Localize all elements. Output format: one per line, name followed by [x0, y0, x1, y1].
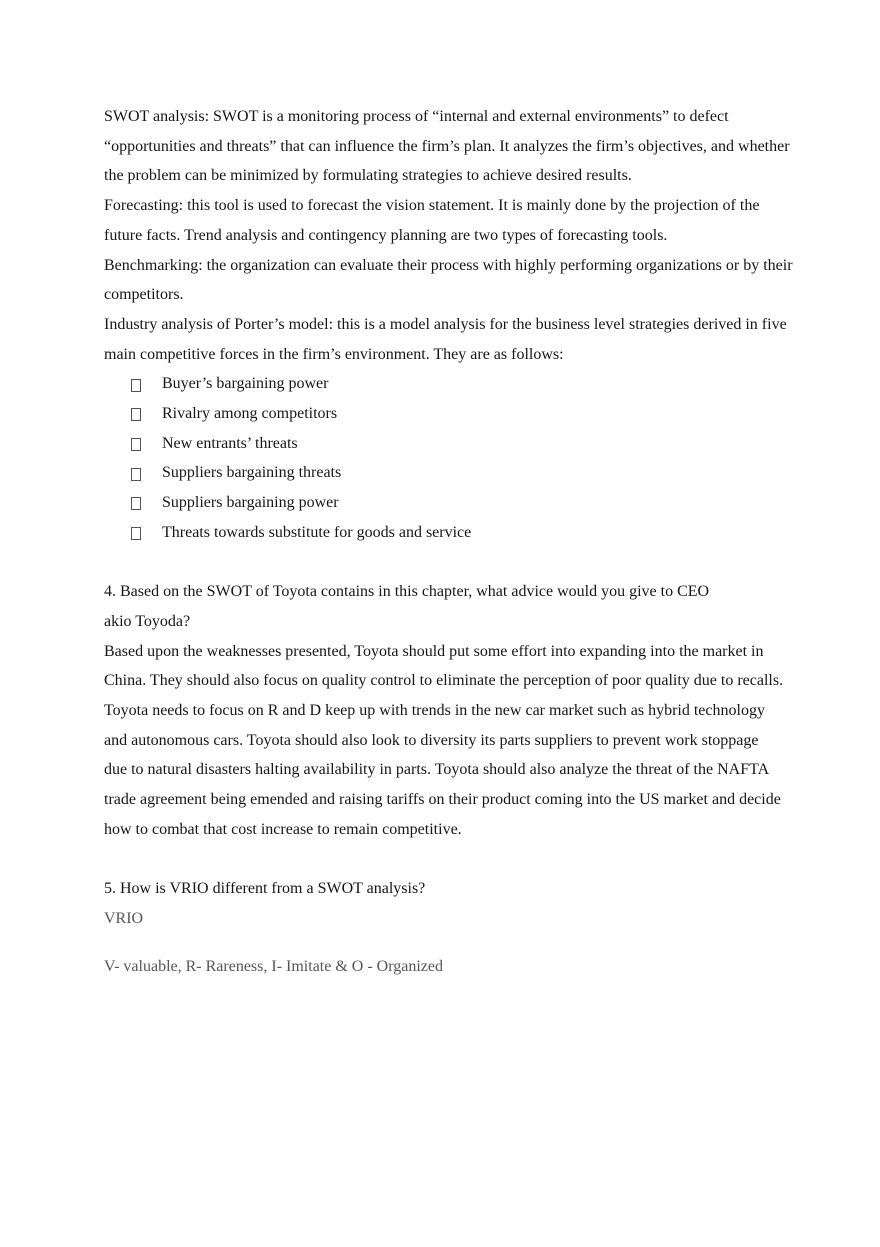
question-5: 5. How is VRIO different from a SWOT analysis?: [104, 880, 426, 898]
porter-forces-list: [104, 369, 794, 547]
list-item-text: Suppliers bargaining threats: [162, 464, 342, 482]
forecasting-paragraph: Forecasting: this tool is used to forecast the vision statement. It is mainly done by the projection of the future facts. Trend analysis and contingency planning are two types of forecasting tools.: [104, 197, 760, 244]
list-item: [104, 458, 794, 488]
list-item: [104, 429, 794, 459]
list-item: [104, 488, 794, 518]
bullet-box-icon: [131, 379, 141, 392]
list-item: [104, 399, 794, 429]
bullet-box-icon: [131, 438, 141, 451]
question-4: 4. Based on the SWOT of Toyota contains in this chapter, what advice would you give to CEO akio Toyoda?: [104, 583, 710, 630]
vrio-heading: VRIO: [104, 909, 144, 927]
list-item: [104, 369, 794, 399]
list-item: [104, 518, 794, 548]
spacer: [104, 845, 794, 875]
vrio-definition: V- valuable, R- Rareness, I- Imitate & O - Organized: [104, 957, 444, 975]
list-item-text: Rivalry among competitors: [162, 405, 338, 423]
bullet-box-icon: [131, 497, 141, 510]
answer-4: Based upon the weaknesses presented, Toyota should put some effort into expanding into the market in China. They should also focus on quality control to eliminate the perception of poor quality due to recalls. Toyota needs to focus on R and D keep up with trends in the new car market such as hybrid technology and autonomous cars. Toyota should also look to diversity its parts suppliers to prevent work stoppage due to natural disasters halting availability in parts. Toyota should also analyze the threat of the NAFTA trade agreement being emended and raising tariffs on their product coming into the US market and decide how to combat that cost increase to remain competitive.: [104, 642, 784, 838]
bullet-box-icon: [131, 527, 141, 540]
list-item-text: Threats towards substitute for goods and service: [162, 523, 472, 541]
list-item-text: New entrants’ threats: [162, 434, 298, 452]
porter-paragraph: Industry analysis of Porter’s model: this is a model analysis for the business level strategies derived in five main competitive forces in the firm’s environment. They are as follows:: [104, 315, 787, 363]
list-item-text: Buyer’s bargaining power: [162, 375, 329, 393]
list-item-text: Suppliers bargaining power: [162, 494, 339, 512]
spacer: [104, 548, 794, 578]
document-body: [104, 102, 794, 981]
bullet-box-icon: [131, 468, 141, 481]
swot-paragraph: SWOT analysis: SWOT is a monitoring process of “internal and external environments” to defect “opportunities and threats” that can influence the firm’s plan. It analyzes the firm’s objectives, and whether the problem can be minimized by formulating strategies to achieve desired results.: [104, 108, 790, 185]
benchmarking-paragraph: Benchmarking: the organization can evaluate their process with highly performing organizations or by their competitors.: [104, 256, 793, 304]
spacer: [104, 934, 794, 952]
bullet-box-icon: [131, 408, 141, 421]
